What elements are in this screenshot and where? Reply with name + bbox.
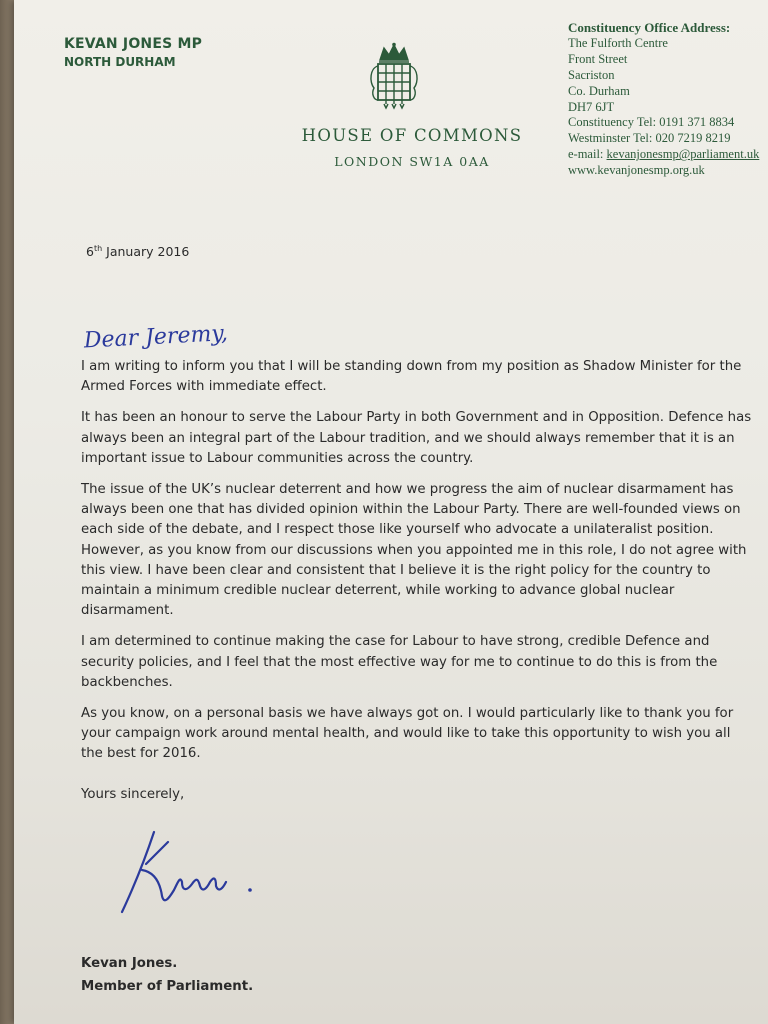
email-label: e-mail: [568,147,607,162]
date-month-year: January 2016 [102,244,190,260]
letter-body [81,357,753,776]
westminster-tel: Westminster Tel: 020 7219 8219 [568,131,731,146]
constituency-office-block [568,20,768,179]
handwritten-salutation [82,310,242,360]
office-address-line: Co. Durham [568,83,630,98]
mp-constituency: NORTH DURHAM [64,55,176,69]
office-address-line: DH7 6JT [568,99,615,114]
body-paragraph: The issue of the UK’s nuclear deterrent and how we progress the aim of nuclear disarmament has always been one that has divided opinion within the Labour Party. There are well-founded views on each side of the debate, and I respect those like yourself who advocate a unilateralist position. However, as you know from our discussions when you appointed me in this role, I do not agree with this view. I have been clear and consistent that I believe it is the right policy for the country to maintain a minimum credible nuclear deterrent, while working to advance global nuclear disarmament. [81,482,747,619]
signer-block [81,952,253,998]
institution-name: HOUSE OF COMMONS [301,126,523,145]
website: www.kevanjonesmp.org.uk [568,163,705,178]
office-address-line: The Fulforth Centre [568,35,668,50]
date-suffix: th [93,244,103,253]
body-paragraph: It has been an honour to serve the Labour Party in both Government and in Opposition. Defence has always been an integral part of the Labour tradition, and we should always remember that it is an important issue to Labour communities across the country. [81,410,752,466]
institution-address: LONDON SW1A 0AA [334,154,490,169]
date-day: 6 [86,244,94,260]
office-heading: Constituency Office Address: [568,20,731,35]
salutation-text: Dear Jeremy, [83,321,229,354]
constituency-tel: Constituency Tel: 0191 371 8834 [568,115,735,130]
body-paragraph: I am writing to inform you that I will be standing down from my position as Shadow Minister for the Armed Forces with immediate effect. [81,359,742,395]
closing: Yours sincerely, [81,787,185,802]
office-address-line: Front Street [568,51,628,66]
email-address: kevanjonesmp@parliament.uk [606,147,760,162]
body-paragraph: As you know, on a personal basis we have always got on. I would particularly like to thank you for your campaign work around mental health, and would like to take this opportunity to wish you all the best for 2016. [81,706,734,762]
signature [102,820,282,930]
office-address-line: Sacriston [568,67,615,82]
portcullis-icon [366,42,422,114]
signer-name: Kevan Jones. [81,956,178,971]
letter-date [86,244,189,259]
email-line [568,147,768,163]
mp-name: KEVAN JONES MP [64,36,203,52]
body-paragraph: I am determined to continue making the case for Labour to have strong, credible Defence and security policies, and I feel that the most effective way for me to continue to do this is from the backbenches. [81,634,718,690]
letter-sheet [14,0,768,1024]
signer-title: Member of Parliament. [81,979,254,994]
